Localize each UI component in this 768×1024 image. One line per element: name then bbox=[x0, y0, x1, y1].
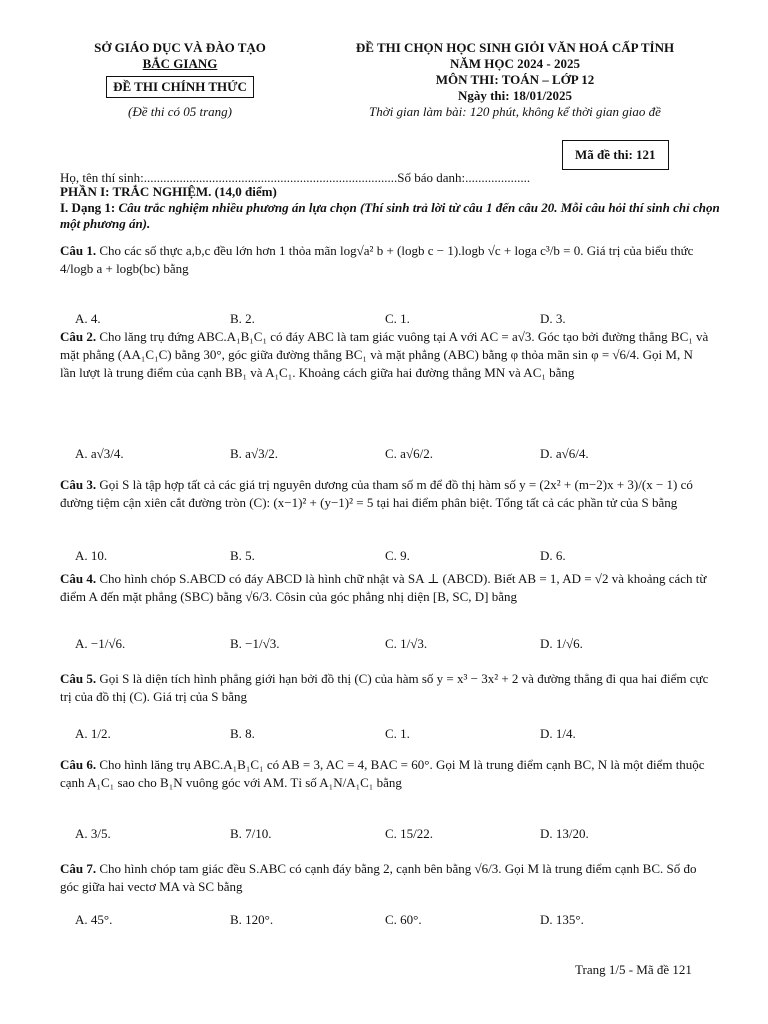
option-d[interactable]: D. 3. bbox=[540, 311, 566, 326]
question-text: Cho lăng trụ đứng ABC.A₁B₁C₁ có đáy ABC là tam giác vuông tại A với AC = a√3. Góc tạo bởi đường thẳng BC₁ và mặt phẳng (AA₁C₁C) bằng 30°, góc giữa đường thẳng BC₁ và mặt phẳng (ABC) bằng φ thỏa mãn sin φ = √6/4. Gọi M, N lần lượt là trung điểm của cạnh BB₁ và A₁C₁. Khoảng cách giữa hai đường thẳng MN và AC₁ bằng bbox=[60, 329, 709, 380]
question-3 bbox=[60, 476, 710, 512]
option-b[interactable]: B. 5. bbox=[230, 548, 255, 563]
options-1 bbox=[75, 311, 715, 327]
options-2 bbox=[75, 446, 715, 462]
question-6 bbox=[60, 756, 710, 792]
exam-title: ĐỀ THI CHỌN HỌC SINH GIỎI VĂN HOÁ CẤP TỈNH bbox=[355, 40, 675, 55]
question-text: Cho hình chóp S.ABCD có đáy ABCD là hình chữ nhật và SA ⊥ (ABCD). Biết AB = 1, AD = √2 và khoảng cách từ điểm A đến mặt phẳng (SBC) bằng √6/3. Côsin của góc phẳng nhị diện [B, SC, D] bằng bbox=[60, 571, 707, 604]
question-label: Câu 1. bbox=[60, 243, 97, 258]
header-right bbox=[300, 40, 730, 120]
option-b[interactable]: B. 2. bbox=[230, 311, 255, 326]
question-label: Câu 7. bbox=[60, 861, 97, 876]
option-d[interactable]: D. a√6/4. bbox=[540, 446, 589, 461]
type1-text: Câu trắc nghiệm nhiều phương án lựa chọn (Thí sinh trả lời từ câu 1 đến câu 20. Mỗi câu hỏi thí sinh chỉ chọn một phương án). bbox=[60, 200, 720, 231]
page-footer: Trang 1/5 - Mã đề 121 bbox=[575, 962, 692, 977]
option-a[interactable]: A. −1/√6. bbox=[75, 636, 126, 651]
page-count: (Đề thi có 05 trang) bbox=[128, 104, 232, 119]
option-a[interactable]: A. 4. bbox=[75, 311, 101, 326]
student-info-line: Họ, tên thí sinh:..............................................................................Số báo danh:.................... bbox=[60, 170, 531, 185]
option-c[interactable]: C. 60°. bbox=[385, 912, 422, 927]
option-d[interactable]: D. 1/4. bbox=[540, 726, 576, 741]
option-c[interactable]: C. 15/22. bbox=[385, 826, 434, 841]
option-d[interactable]: D. 13/20. bbox=[540, 826, 589, 841]
option-b[interactable]: B. a√3/2. bbox=[230, 446, 278, 461]
option-d[interactable]: D. 6. bbox=[540, 548, 566, 563]
exam-year: NĂM HỌC 2024 - 2025 bbox=[450, 56, 580, 71]
exam-subject: MÔN THI: TOÁN – LỚP 12 bbox=[435, 72, 595, 87]
org-province: BẮC GIANG bbox=[142, 56, 218, 71]
question-text: Cho các số thực a,b,c đều lớn hơn 1 thỏa mãn log√a² b + (logb c − 1).logb √c + loga c³/b = 0. Giá trị của biểu thức 4/logb a + logb(bc) bằng bbox=[60, 243, 694, 276]
option-a[interactable]: A. 10. bbox=[75, 548, 108, 563]
header-left bbox=[70, 40, 290, 120]
question-1 bbox=[60, 242, 710, 278]
question-label: Câu 6. bbox=[60, 757, 97, 772]
question-7 bbox=[60, 860, 710, 896]
exam-time: Thời gian làm bài: 120 phút, không kể thời gian giao đề bbox=[369, 104, 661, 119]
question-label: Câu 4. bbox=[60, 571, 97, 586]
question-label: Câu 2. bbox=[60, 329, 97, 344]
type1-label: I. Dạng 1: bbox=[60, 200, 116, 215]
option-d[interactable]: D. 135°. bbox=[540, 912, 584, 927]
option-a[interactable]: A. 1/2. bbox=[75, 726, 111, 741]
question-text: Cho hình chóp tam giác đều S.ABC có cạnh đáy bằng 2, cạnh bên bằng √6/3. Gọi M là trung điểm cạnh BC. Số đo góc giữa hai vectơ MA và SC bằng bbox=[60, 861, 697, 894]
option-d[interactable]: D. 1/√6. bbox=[540, 636, 583, 651]
question-text: Gọi S là diện tích hình phẳng giới hạn bởi đồ thị (C) của hàm số y = x³ − 3x² + 2 và đường thẳng đi qua hai điểm cực trị của đồ thị (C). Giá trị của S bằng bbox=[60, 671, 709, 704]
options-7 bbox=[75, 912, 715, 928]
option-a[interactable]: A. 3/5. bbox=[75, 826, 111, 841]
question-text: Cho hình lăng trụ ABC.A₁B₁C₁ có AB = 3, AC = 4, BAC = 60°. Gọi M là trung điểm cạnh BC, N là một điểm thuộc cạnh A₁C₁ sao cho B₁N vuông góc với AM. Tỉ số A₁N/A₁C₁ bằng bbox=[60, 757, 705, 790]
option-c[interactable]: C. 1/√3. bbox=[385, 636, 428, 651]
exam-date: Ngày thi: 18/01/2025 bbox=[457, 88, 573, 103]
option-a[interactable]: A. a√3/4. bbox=[75, 446, 124, 461]
question-4 bbox=[60, 570, 710, 606]
question-2 bbox=[60, 328, 710, 382]
option-b[interactable]: B. −1/√3. bbox=[230, 636, 280, 651]
options-3 bbox=[75, 548, 715, 564]
exam-code-box: Mã đề thi: 121 bbox=[562, 140, 669, 170]
question-5 bbox=[60, 670, 710, 706]
option-c[interactable]: C. 1. bbox=[385, 311, 410, 326]
option-c[interactable]: C. 1. bbox=[385, 726, 410, 741]
options-6 bbox=[75, 826, 715, 842]
part-title: PHẦN I: TRẮC NGHIỆM. (14,0 điểm) bbox=[60, 184, 277, 199]
option-a[interactable]: A. 45°. bbox=[75, 912, 113, 927]
type1-instruction bbox=[60, 200, 720, 232]
options-5 bbox=[75, 726, 715, 742]
org-name: SỞ GIÁO DỤC VÀ ĐÀO TẠO bbox=[94, 40, 266, 55]
options-4 bbox=[75, 636, 715, 652]
option-b[interactable]: B. 7/10. bbox=[230, 826, 272, 841]
option-b[interactable]: B. 8. bbox=[230, 726, 255, 741]
question-label: Câu 3. bbox=[60, 477, 97, 492]
question-label: Câu 5. bbox=[60, 671, 97, 686]
option-c[interactable]: C. 9. bbox=[385, 548, 410, 563]
option-b[interactable]: B. 120°. bbox=[230, 912, 274, 927]
official-badge: ĐỀ THI CHÍNH THỨC bbox=[106, 76, 254, 98]
question-text: Gọi S là tập hợp tất cả các giá trị nguyên dương của tham số m để đồ thị hàm số y = (2x² + (m−2)x + 3)/(x − 1) có đường tiệm cận xiên cắt đường tròn (C): (x−1)² + (y−1)² = 5 tại hai điểm phân biệt. Tổng tất cả các phần tử của S bằng bbox=[60, 477, 693, 510]
option-c[interactable]: C. a√6/2. bbox=[385, 446, 433, 461]
